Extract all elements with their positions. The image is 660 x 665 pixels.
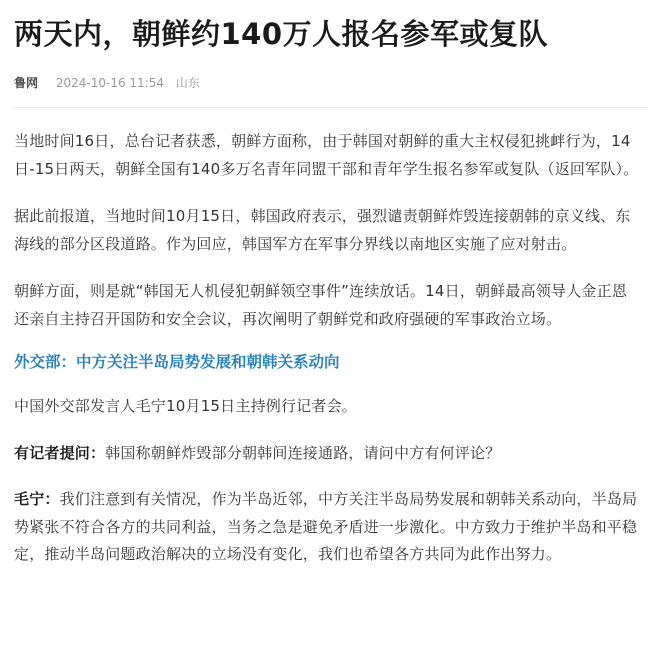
paragraph-5 [14, 440, 642, 468]
answer-text: 我们注意到有关情况，作为半岛近邻，中方关注半岛局势发展和朝韩关系动向，半岛局势紧张不符合各方的共同利益，当务之急是避免矛盾进一步激化。中方致力于维护半岛和平稳定，推动半岛问题政治解决的立场没有变化，我们也希望各方共同为此作出努力。 [14, 490, 638, 563]
article-body [14, 128, 642, 569]
header-divider [14, 107, 648, 108]
paragraph-3: 朝鲜方面，则是就“韩国无人机侵犯朝鲜领空事件”连续放话。14日，朝鲜最高领导人金正恩还亲自主持召开国防和安全会议，再次阐明了朝鲜党和政府强硬的军事政治立场。 [14, 282, 628, 328]
question-lead: 有记者提问： [14, 443, 106, 462]
paragraph-6 [14, 486, 642, 569]
section-heading: 外交部：中方关注半岛局势发展和朝韩关系动向 [14, 353, 340, 371]
answer-lead: 毛宁： [14, 490, 60, 508]
article-header [14, 0, 648, 108]
article-source[interactable]: 鲁网 [14, 76, 39, 90]
article-datetime: 2024-10-16 11:54 [55, 76, 164, 90]
question-text: 韩国称朝鲜炸毁部分朝韩间连接通路，请问中方有何评论？ [105, 443, 501, 462]
article-location: 山东 [175, 76, 200, 90]
paragraph-2: 据此前报道，当地时间10月15日，韩国政府表示，强烈谴责朝鲜炸毁连接朝韩的京义线、东海线的部分区段道路。作为回应，韩国军方在军事分界线以南地区实施了应对射击。 [14, 207, 631, 253]
article-title: 两天内，朝鲜约140万人报名参军或复队 [14, 17, 549, 51]
paragraph-1: 当地时间16日，总台记者获悉，朝鲜方面称，由于韩国对朝鲜的重大主权侵犯挑衅行为，14日-15日两天，朝鲜全国有140多万名青年同盟干部和青年学生报名参军或复队（返回军队）。 [14, 132, 639, 178]
paragraph-4: 中国外交部发言人毛宁10月15日主持例行记者会。 [14, 397, 357, 415]
article-meta [14, 74, 648, 92]
